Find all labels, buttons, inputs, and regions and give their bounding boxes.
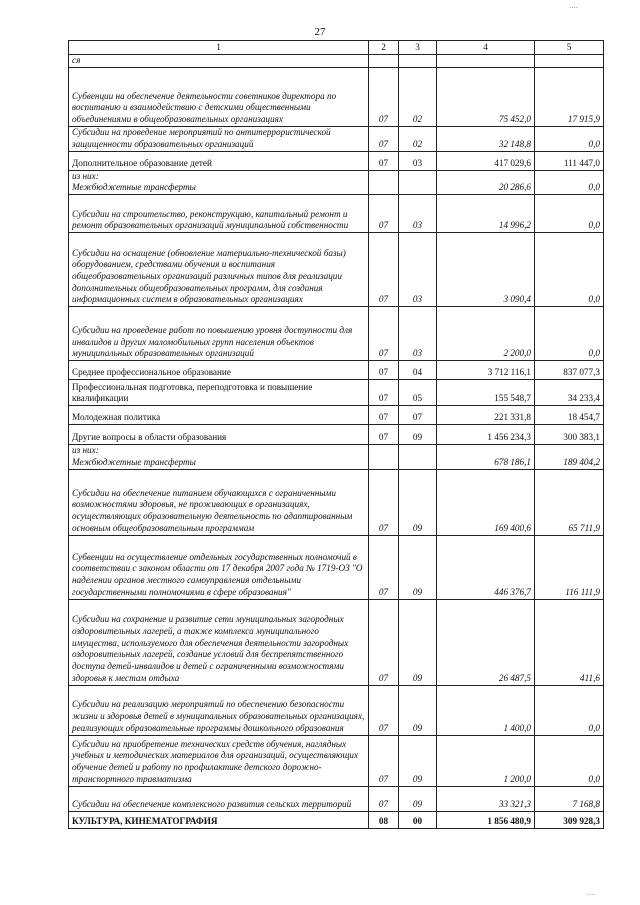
actual-amount-cell: 0,0	[535, 735, 604, 786]
plan-amount-cell: 1 856 480,9	[437, 811, 535, 828]
section-code-cell: 07	[369, 786, 399, 811]
actual-amount-cell: 411,6	[535, 599, 604, 685]
section-code-cell: 07	[369, 469, 399, 535]
actual-amount-cell: 0,0	[535, 170, 604, 194]
subsection-code-cell: 09	[399, 786, 437, 811]
table-row	[69, 55, 604, 68]
subsection-code-cell: 07	[399, 406, 437, 425]
section-code-cell: 07	[369, 126, 399, 151]
plan-amount-cell: 20 286,6	[437, 170, 535, 194]
table-row	[69, 233, 604, 307]
row-name-cell: Среднее профессиональное образование	[69, 361, 369, 380]
subsection-code-cell: 09	[399, 535, 437, 599]
table-row	[69, 126, 604, 151]
section-code-cell: 08	[369, 811, 399, 828]
row-name-cell: Профессиональная подготовка, переподготовка и повышение квалификации	[69, 380, 369, 406]
plan-amount-cell: 32 148,8	[437, 126, 535, 151]
section-code-cell	[369, 55, 399, 68]
header-col-4: 4	[437, 41, 535, 55]
plan-amount-cell: 169 400,6	[437, 469, 535, 535]
actual-amount-cell: 300 383,1	[535, 425, 604, 445]
section-code-cell: 07	[369, 406, 399, 425]
table-row	[69, 685, 604, 735]
plan-amount-cell: 678 186,1	[437, 445, 535, 469]
section-code-cell: 07	[369, 67, 399, 126]
row-name-cell: Дополнительное образование детей	[69, 151, 369, 170]
header-col-1: 1	[69, 41, 369, 55]
subsection-code-cell: 09	[399, 469, 437, 535]
table-row	[69, 361, 604, 380]
section-code-cell: 07	[369, 685, 399, 735]
row-name-cell: Субсидии на строительство, реконструкцию, капитальный ремонт и ремонт образовательных организаций муниципальной собственности	[69, 195, 369, 233]
plan-amount-cell: 3 090,4	[437, 233, 535, 307]
subsection-code-cell	[399, 170, 437, 194]
row-name-cell: Субвенции на осуществление отдельных государственных полномочий в соответствии с законом области от 17 декабря 2007 года № 1719-ОЗ "О наделении органов местного самоуправления отдельными государственными полномочиями в сфере образования"	[69, 535, 369, 599]
actual-amount-cell: 116 111,9	[535, 535, 604, 599]
actual-amount-cell: 189 404,2	[535, 445, 604, 469]
actual-amount-cell: 837 077,3	[535, 361, 604, 380]
row-name-cell: КУЛЬТУРА, КИНЕМАТОГРАФИЯ	[69, 811, 369, 828]
actual-amount-cell: 65 711,9	[535, 469, 604, 535]
subsection-code-cell: 03	[399, 307, 437, 361]
actual-amount-cell: 0,0	[535, 126, 604, 151]
subsection-code-cell: 02	[399, 67, 437, 126]
row-name-cell: ся	[69, 55, 369, 68]
table-row	[69, 307, 604, 361]
actual-amount-cell: 0,0	[535, 233, 604, 307]
row-name-cell: Молодежная политика	[69, 406, 369, 425]
row-name-cell: из них: Межбюджетные трансферты	[69, 445, 369, 469]
header-row	[69, 41, 604, 55]
subsection-code-cell: 03	[399, 195, 437, 233]
subsection-code-cell: 09	[399, 735, 437, 786]
budget-table	[68, 40, 604, 829]
page-number: 27	[314, 26, 326, 38]
table-row	[69, 151, 604, 170]
actual-amount-cell: 0,0	[535, 195, 604, 233]
plan-amount-cell: 221 331,8	[437, 406, 535, 425]
header-col-2: 2	[369, 41, 399, 55]
table-row	[69, 811, 604, 828]
actual-amount-cell: 18 454,7	[535, 406, 604, 425]
plan-amount-cell: 75 452,0	[437, 67, 535, 126]
subsection-code-cell: 03	[399, 151, 437, 170]
plan-amount-cell: 1 456 234,3	[437, 425, 535, 445]
row-name-cell: Субсидии на приобретение технических средств обучения, наглядных учебных и методических материалов для организаций, осуществляющих обучение детей и работу по профилактике детского дорожно-транспортного травматизма	[69, 735, 369, 786]
table-row	[69, 535, 604, 599]
subsection-code-cell: 04	[399, 361, 437, 380]
subsection-code-cell: 09	[399, 425, 437, 445]
row-name-cell: Другие вопросы в области образования	[69, 425, 369, 445]
subsection-code-cell: 00	[399, 811, 437, 828]
actual-amount-cell: 17 915,9	[535, 67, 604, 126]
row-name-cell: Субсидии на проведение работ по повышению уровня доступности для инвалидов и других маломобильных групп населения объектов муниципальных образовательных организаций	[69, 307, 369, 361]
row-name-cell: Субсидии на реализацию мероприятий по обеспечению безопасности жизни и здоровья детей в муниципальных образовательных организациях, реализующих образовательные программы дошкольного образования	[69, 685, 369, 735]
subsection-code-cell: 02	[399, 126, 437, 151]
section-code-cell: 07	[369, 599, 399, 685]
actual-amount-cell: 34 233,4	[535, 380, 604, 406]
row-name-cell: из них: Межбюджетные трансферты	[69, 170, 369, 194]
table-row	[69, 599, 604, 685]
table-row	[69, 195, 604, 233]
plan-amount-cell: 1 400,0	[437, 685, 535, 735]
row-name-cell: Субсидии на сохранение и развитие сети муниципальных загородных оздоровительных лагерей, а также комплекса муниципального имущества, используемого для обеспечения деятельности загородных оздоровительных лагерей, создание условий для беспрепятственного доступа детей-инвалидов и детей с ограниченными возможностями здоровья к местам отдыха	[69, 599, 369, 685]
row-name-cell: Субсидии на оснащение (обновление материально-технической базы) оборудованием, средствами обучения и воспитания общеобразовательных организаций различных типов для реализации дополнительных общеобразовательных программ, для создания информационных систем в образовательных организациях	[69, 233, 369, 307]
section-code-cell: 07	[369, 195, 399, 233]
header-col-5: 5	[535, 41, 604, 55]
corner-mark: ....	[569, 0, 578, 10]
section-code-cell: 07	[369, 233, 399, 307]
section-code-cell: 07	[369, 535, 399, 599]
section-code-cell: 07	[369, 307, 399, 361]
header-col-3: 3	[399, 41, 437, 55]
row-name-cell: Субвенции на обеспечение деятельности советников директора по воспитанию и взаимодействию с детскими общественными объединениями в общеобразовательных организациях	[69, 67, 369, 126]
plan-amount-cell: 155 548,7	[437, 380, 535, 406]
subsection-code-cell: 03	[399, 233, 437, 307]
plan-amount-cell: 446 376,7	[437, 535, 535, 599]
row-name-cell: Субсидии на обеспечение питанием обучающихся с ограниченными возможностями здоровья, не проживающих в организациях, осуществляющих образовательную деятельность по адаптированным основным общеобразовательным программам	[69, 469, 369, 535]
plan-amount-cell: 33 321,3	[437, 786, 535, 811]
subsection-code-cell: 09	[399, 599, 437, 685]
section-code-cell	[369, 170, 399, 194]
plan-amount-cell: 417 029,6	[437, 151, 535, 170]
actual-amount-cell	[535, 55, 604, 68]
actual-amount-cell: 309 928,3	[535, 811, 604, 828]
table-row	[69, 380, 604, 406]
table-row	[69, 67, 604, 126]
plan-amount-cell: 1 200,0	[437, 735, 535, 786]
section-code-cell: 07	[369, 361, 399, 380]
subsection-code-cell: 09	[399, 685, 437, 735]
actual-amount-cell: 0,0	[535, 307, 604, 361]
section-code-cell: 07	[369, 425, 399, 445]
actual-amount-cell: 7 168,8	[535, 786, 604, 811]
table-row	[69, 469, 604, 535]
subsection-code-cell: 05	[399, 380, 437, 406]
subsection-code-cell	[399, 445, 437, 469]
table-row	[69, 445, 604, 469]
actual-amount-cell: 111 447,0	[535, 151, 604, 170]
bottom-mark: ....	[587, 887, 596, 897]
table-row	[69, 406, 604, 425]
table-row	[69, 425, 604, 445]
table-body	[69, 41, 604, 829]
section-code-cell: 07	[369, 380, 399, 406]
plan-amount-cell: 14 996,2	[437, 195, 535, 233]
plan-amount-cell	[437, 55, 535, 68]
plan-amount-cell: 26 487,5	[437, 599, 535, 685]
row-name-cell: Субсидии на обеспечение комплексного развития сельских территорий	[69, 786, 369, 811]
section-code-cell: 07	[369, 735, 399, 786]
plan-amount-cell: 2 200,0	[437, 307, 535, 361]
subsection-code-cell	[399, 55, 437, 68]
section-code-cell	[369, 445, 399, 469]
plan-amount-cell: 3 712 116,1	[437, 361, 535, 380]
actual-amount-cell: 0,0	[535, 685, 604, 735]
table-row	[69, 170, 604, 194]
section-code-cell: 07	[369, 151, 399, 170]
table-row	[69, 786, 604, 811]
row-name-cell: Субсидии на проведение мероприятий по антитеррористической защищенности образовательных организаций	[69, 126, 369, 151]
table-row	[69, 735, 604, 786]
